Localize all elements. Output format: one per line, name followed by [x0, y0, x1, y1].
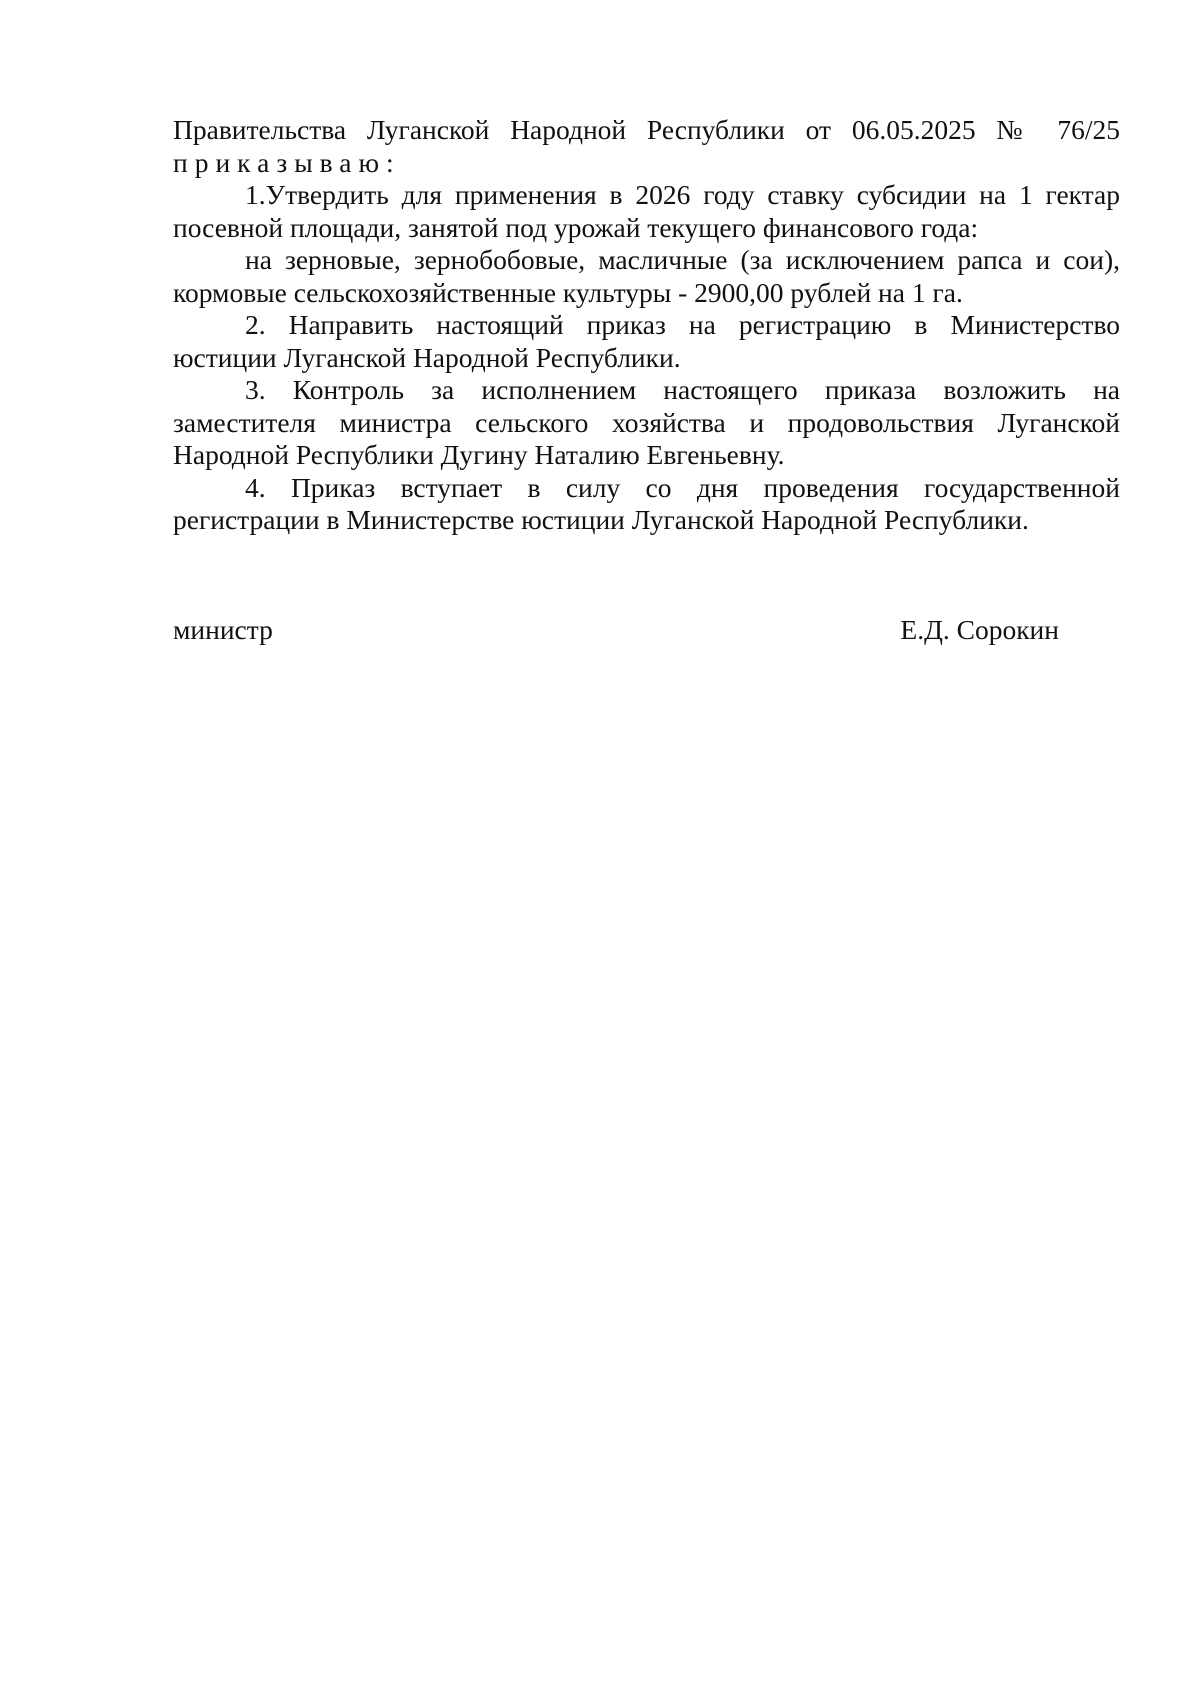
paragraph-item-3	[173, 374, 1120, 472]
text-line: на зерновые, зернобобовые, масличные (за исключением рапса и сои),	[245, 244, 1120, 275]
text-line: Народной Республики Дугину Наталию Евгеньевну.	[173, 439, 785, 470]
text-line: заместителя министра сельского хозяйства и продовольствия Луганской	[173, 406, 1120, 438]
paragraph-preamble	[173, 114, 1120, 179]
text-line: юстиции Луганской Народной Республики.	[173, 341, 681, 373]
order-verb: приказываю:	[173, 146, 401, 178]
text-line: 2. Направить настоящий приказ на регистрацию в Министерство	[245, 309, 1120, 340]
text-line: 4. Приказ вступает в силу со дня проведения государственной	[245, 471, 1120, 503]
paragraph-item-2	[173, 309, 1120, 374]
text-line: посевной площади, занятой под урожай текущего финансового года:	[173, 211, 979, 243]
paragraph-item-4	[173, 472, 1120, 537]
paragraph-item-1	[173, 179, 1120, 244]
signatory-name: Е.Д. Сорокин	[900, 614, 1059, 645]
text-line: 3. Контроль за исполнением настоящего приказа возложить на	[245, 374, 1120, 405]
text-line: регистрации в Министерстве юстиции Луганской Народной Республики.	[173, 504, 1029, 535]
order-body	[173, 114, 1120, 537]
text-line: Правительства Луганской Народной Республики от 06.05.2025 № 76/25	[173, 114, 1120, 145]
paragraph-item-1-rate	[173, 244, 1120, 309]
text-line: 1.Утвердить для применения в 2026 году ставку субсидии на 1 гектар	[245, 179, 1120, 210]
text-line: кормовые сельскохозяйственные культуры - 2900,00 рублей на 1 га.	[173, 276, 963, 308]
signatory-title: министр	[173, 614, 273, 645]
